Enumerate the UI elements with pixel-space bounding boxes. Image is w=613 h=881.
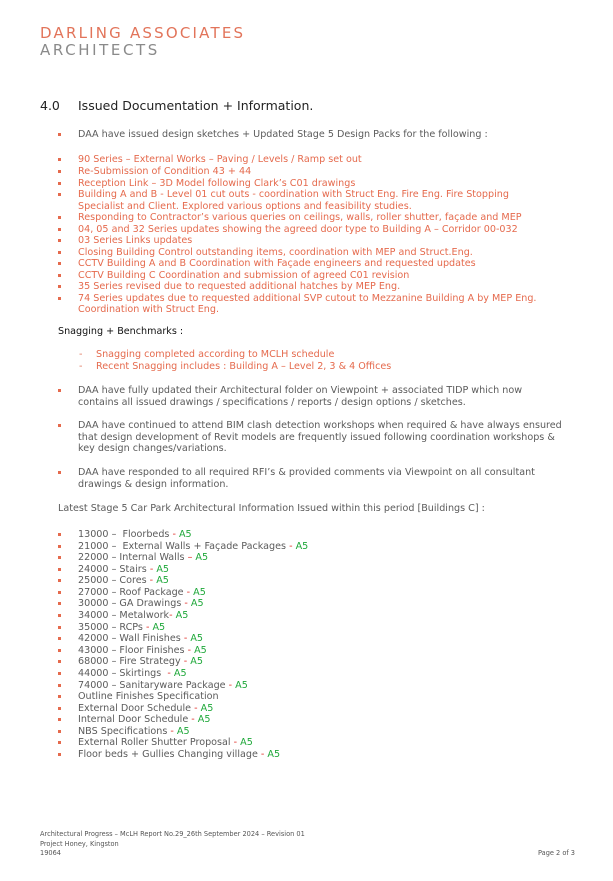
- separator: -: [183, 633, 188, 645]
- status-code: A5: [191, 644, 207, 656]
- status-code: A5: [153, 575, 169, 587]
- drawing-package: Internal Door Schedule: [78, 714, 192, 726]
- status-code: A5: [187, 598, 204, 610]
- company-logo: [40, 25, 245, 59]
- bullet-marker: [58, 691, 64, 703]
- bullet-marker: [58, 714, 64, 726]
- design-item-text: CCTV Building A and B Coordination with Façade engineers and requested updates: [78, 258, 476, 269]
- bullet-marker: [58, 680, 64, 692]
- section-number: 4.0: [40, 98, 60, 113]
- paragraph-text: that design development of Revit models are frequently issued following coordination workshops &: [78, 431, 555, 443]
- drawing-package: 34000 – Metalwork: [78, 610, 170, 622]
- drawing-package: 25000 – Cores: [78, 575, 150, 587]
- design-item-text: Reception Link – 3D Model following Clark’s C01 drawings: [78, 178, 356, 189]
- bullet-marker: [58, 258, 64, 270]
- status-code: A5: [173, 725, 190, 737]
- latest-item-text: [78, 541, 308, 553]
- design-item-text: 03 Series Links updates: [78, 235, 193, 246]
- separator: -: [172, 529, 176, 540]
- status-code: A5: [197, 702, 214, 714]
- drawing-package: 22000 – Internal Walls: [78, 552, 188, 564]
- separator: -: [228, 679, 233, 691]
- bullet-marker: [58, 235, 64, 247]
- latest-item-text: [78, 737, 253, 749]
- latest-item-text: [78, 598, 204, 610]
- separator: -: [169, 610, 173, 622]
- paragraph-text: key design changes/variations.: [78, 443, 227, 455]
- status-code: A5: [187, 633, 203, 645]
- bullet-marker: [58, 726, 64, 738]
- status-code: A5: [187, 656, 203, 668]
- latest-item-text: [78, 680, 248, 692]
- drawing-package: External Roller Shutter Proposal: [78, 737, 234, 749]
- bullet-marker: [58, 189, 64, 201]
- status-code: A5: [153, 563, 169, 575]
- separator: –: [187, 552, 193, 564]
- bullet-marker: [58, 385, 64, 397]
- bullet-marker: [58, 541, 64, 553]
- bullet-marker: [58, 633, 64, 645]
- status-code: A5: [175, 529, 192, 540]
- bullet-marker: [58, 178, 64, 190]
- design-item-text: Responding to Contractor’s various queries on ceilings, walls, roller shutter, façade and MEP: [78, 212, 522, 223]
- bullet-marker: [58, 587, 64, 599]
- separator: -: [145, 621, 150, 633]
- design-item-text: 35 Series revised due to requested additional hatches by MEP Eng.: [78, 281, 401, 292]
- bullet-marker: [58, 281, 64, 293]
- footer-job-number: 19064: [40, 849, 61, 857]
- separator: -: [149, 563, 154, 575]
- status-code: A5: [149, 621, 166, 633]
- drawing-package: 27000 – Roof Package: [78, 586, 187, 598]
- bullet-marker: [58, 270, 64, 282]
- drawing-package: 13000 – Floorbeds: [78, 529, 173, 540]
- bullet-marker: [58, 247, 64, 259]
- drawing-package: 30000 – GA Drawings: [78, 598, 185, 610]
- latest-item-text: [78, 703, 213, 715]
- footer-report: Architectural Progress – McLH Report No.29_26th September 2024 – Revision 01: [40, 830, 305, 838]
- design-item-text: Specialist and Client. Explored various options and feasibility studies.: [78, 201, 412, 212]
- bullet-marker: [58, 420, 64, 432]
- separator: -: [187, 644, 192, 656]
- page-number: Page 2 of 3: [538, 849, 575, 857]
- design-item-text: CCTV Building C Coordination and submission of agreed C01 revision: [78, 270, 410, 281]
- design-item-text: Coordination with Struct Eng.: [78, 304, 220, 315]
- design-item-text: Building A and B - Level 01 cut outs - coordination with Struct Eng. Fire Eng. Fire Stopping: [78, 189, 509, 200]
- separator: -: [233, 737, 238, 749]
- bullet-marker: [58, 622, 64, 634]
- design-item-text: Closing Building Control outstanding items, coordination with MEP and Struct.Eng.: [78, 247, 473, 258]
- intro-text: DAA have issued design sketches + Updated Stage 5 Design Packs for the following :: [78, 129, 488, 140]
- latest-item-text: [78, 749, 280, 761]
- logo-line-2: ARCHITECTS: [40, 41, 160, 59]
- latest-item-text: [78, 714, 210, 726]
- section-heading: [40, 98, 313, 113]
- design-item-text: 04, 05 and 32 Series updates showing the agreed door type to Building A – Corridor 00-032: [78, 224, 518, 235]
- status-code: A5: [170, 667, 187, 679]
- bullet-marker: [58, 293, 64, 305]
- snagging-heading: Snagging + Benchmarks :: [58, 326, 184, 337]
- latest-item-text: [78, 529, 192, 541]
- bullet-marker: [58, 645, 64, 657]
- bullet-marker: [58, 212, 64, 224]
- status-code: A5: [194, 714, 211, 726]
- bullet-marker: [58, 668, 64, 680]
- dash-marker: -: [79, 349, 83, 360]
- separator: -: [289, 540, 293, 552]
- latest-item-text: [78, 668, 187, 680]
- paragraph-text: DAA have responded to all required RFI’s & provided comments via Viewpoint on all consultant: [78, 467, 535, 478]
- drawing-package: Outline Finishes Specification: [78, 691, 219, 703]
- drawing-package: NBS Specifications: [78, 725, 171, 737]
- bullet-marker: [58, 467, 64, 479]
- paragraph-text: DAA have continued to attend BIM clash detection workshops when required & have always ensured: [78, 420, 562, 431]
- latest-item-text: [78, 726, 190, 738]
- drawing-package: External Door Schedule: [78, 702, 195, 714]
- status-code: A5: [190, 586, 206, 598]
- drawing-package: 35000 – RCPs: [78, 621, 146, 633]
- bullet-marker: [58, 703, 64, 715]
- separator: -: [170, 725, 174, 737]
- drawing-package: 44000 – Skirtings: [78, 667, 168, 679]
- latest-item-text: [78, 645, 207, 657]
- latest-item-text: [78, 622, 165, 634]
- paragraph-text: DAA have fully updated their Architectural folder on Viewpoint + associated TIDP which now: [78, 385, 523, 396]
- separator: -: [191, 714, 195, 726]
- bullet-marker: [58, 166, 64, 178]
- bullet-marker: [58, 575, 64, 587]
- latest-item-text: [78, 633, 203, 645]
- status-code: A5: [172, 610, 189, 622]
- bullet-marker: [58, 529, 64, 541]
- drawing-package: 24000 – Stairs: [78, 563, 150, 575]
- bullet-marker: [58, 224, 64, 236]
- logo-line-1: DARLING ASSOCIATES: [40, 24, 246, 42]
- drawing-package: 43000 – Floor Finishes: [78, 644, 188, 656]
- status-code: A5: [264, 749, 281, 761]
- drawing-package: 42000 – Wall Finishes: [78, 633, 184, 645]
- bullet-marker: [58, 129, 64, 141]
- snagging-item-text: Recent Snagging includes : Building A – Level 2, 3 & 4 Offices: [96, 361, 392, 372]
- separator: -: [183, 656, 188, 668]
- separator: -: [167, 667, 171, 679]
- footer-project: Project Honey, Kingston: [40, 840, 119, 848]
- latest-heading: Latest Stage 5 Car Park Architectural Information Issued within this period [Buildings C] :: [58, 503, 485, 514]
- bullet-marker: [58, 552, 64, 564]
- drawing-package: 68000 – Fire Strategy: [78, 656, 184, 668]
- latest-item-text: [78, 691, 219, 703]
- design-item-text: 90 Series – External Works – Paving / Levels / Ramp set out: [78, 154, 362, 165]
- drawing-package: Floor beds + Gullies Changing village: [78, 749, 261, 761]
- status-code: A5: [237, 737, 253, 749]
- bullet-marker: [58, 749, 64, 761]
- separator: -: [149, 575, 154, 587]
- paragraph-text: drawings & design information.: [78, 478, 229, 490]
- latest-item-text: [78, 656, 203, 668]
- drawing-package: 21000 – External Walls + Façade Packages: [78, 540, 290, 552]
- status-code: A5: [232, 679, 248, 691]
- snagging-item-text: Snagging completed according to MCLH schedule: [96, 349, 335, 360]
- latest-item-text: [78, 552, 208, 564]
- design-item-text: 74 Series updates due to requested additional SVP cutout to Mezzanine Building A by MEP Eng.: [78, 293, 537, 304]
- bullet-marker: [58, 598, 64, 610]
- separator: -: [194, 702, 198, 714]
- latest-item-text: [78, 587, 206, 599]
- separator: -: [260, 749, 265, 761]
- design-item-text: Re-Submission of Condition 43 + 44: [78, 166, 252, 177]
- dash-marker: -: [79, 361, 83, 372]
- paragraph-text: contains all issued drawings / specifications / reports / design options / sketches.: [78, 396, 466, 408]
- latest-item-text: [78, 564, 169, 576]
- section-title: Issued Documentation + Information.: [78, 98, 314, 113]
- separator: -: [184, 598, 188, 610]
- bullet-marker: [58, 610, 64, 622]
- latest-item-text: [78, 610, 188, 622]
- bullet-marker: [58, 154, 64, 166]
- bullet-marker: [58, 656, 64, 668]
- status-code: A5: [292, 540, 309, 552]
- bullet-marker: [58, 564, 64, 576]
- bullet-marker: [58, 737, 64, 749]
- status-code: A5: [192, 552, 209, 564]
- drawing-package: 74000 – Sanitaryware Package: [78, 679, 229, 691]
- separator: -: [186, 586, 191, 598]
- latest-item-text: [78, 575, 169, 587]
